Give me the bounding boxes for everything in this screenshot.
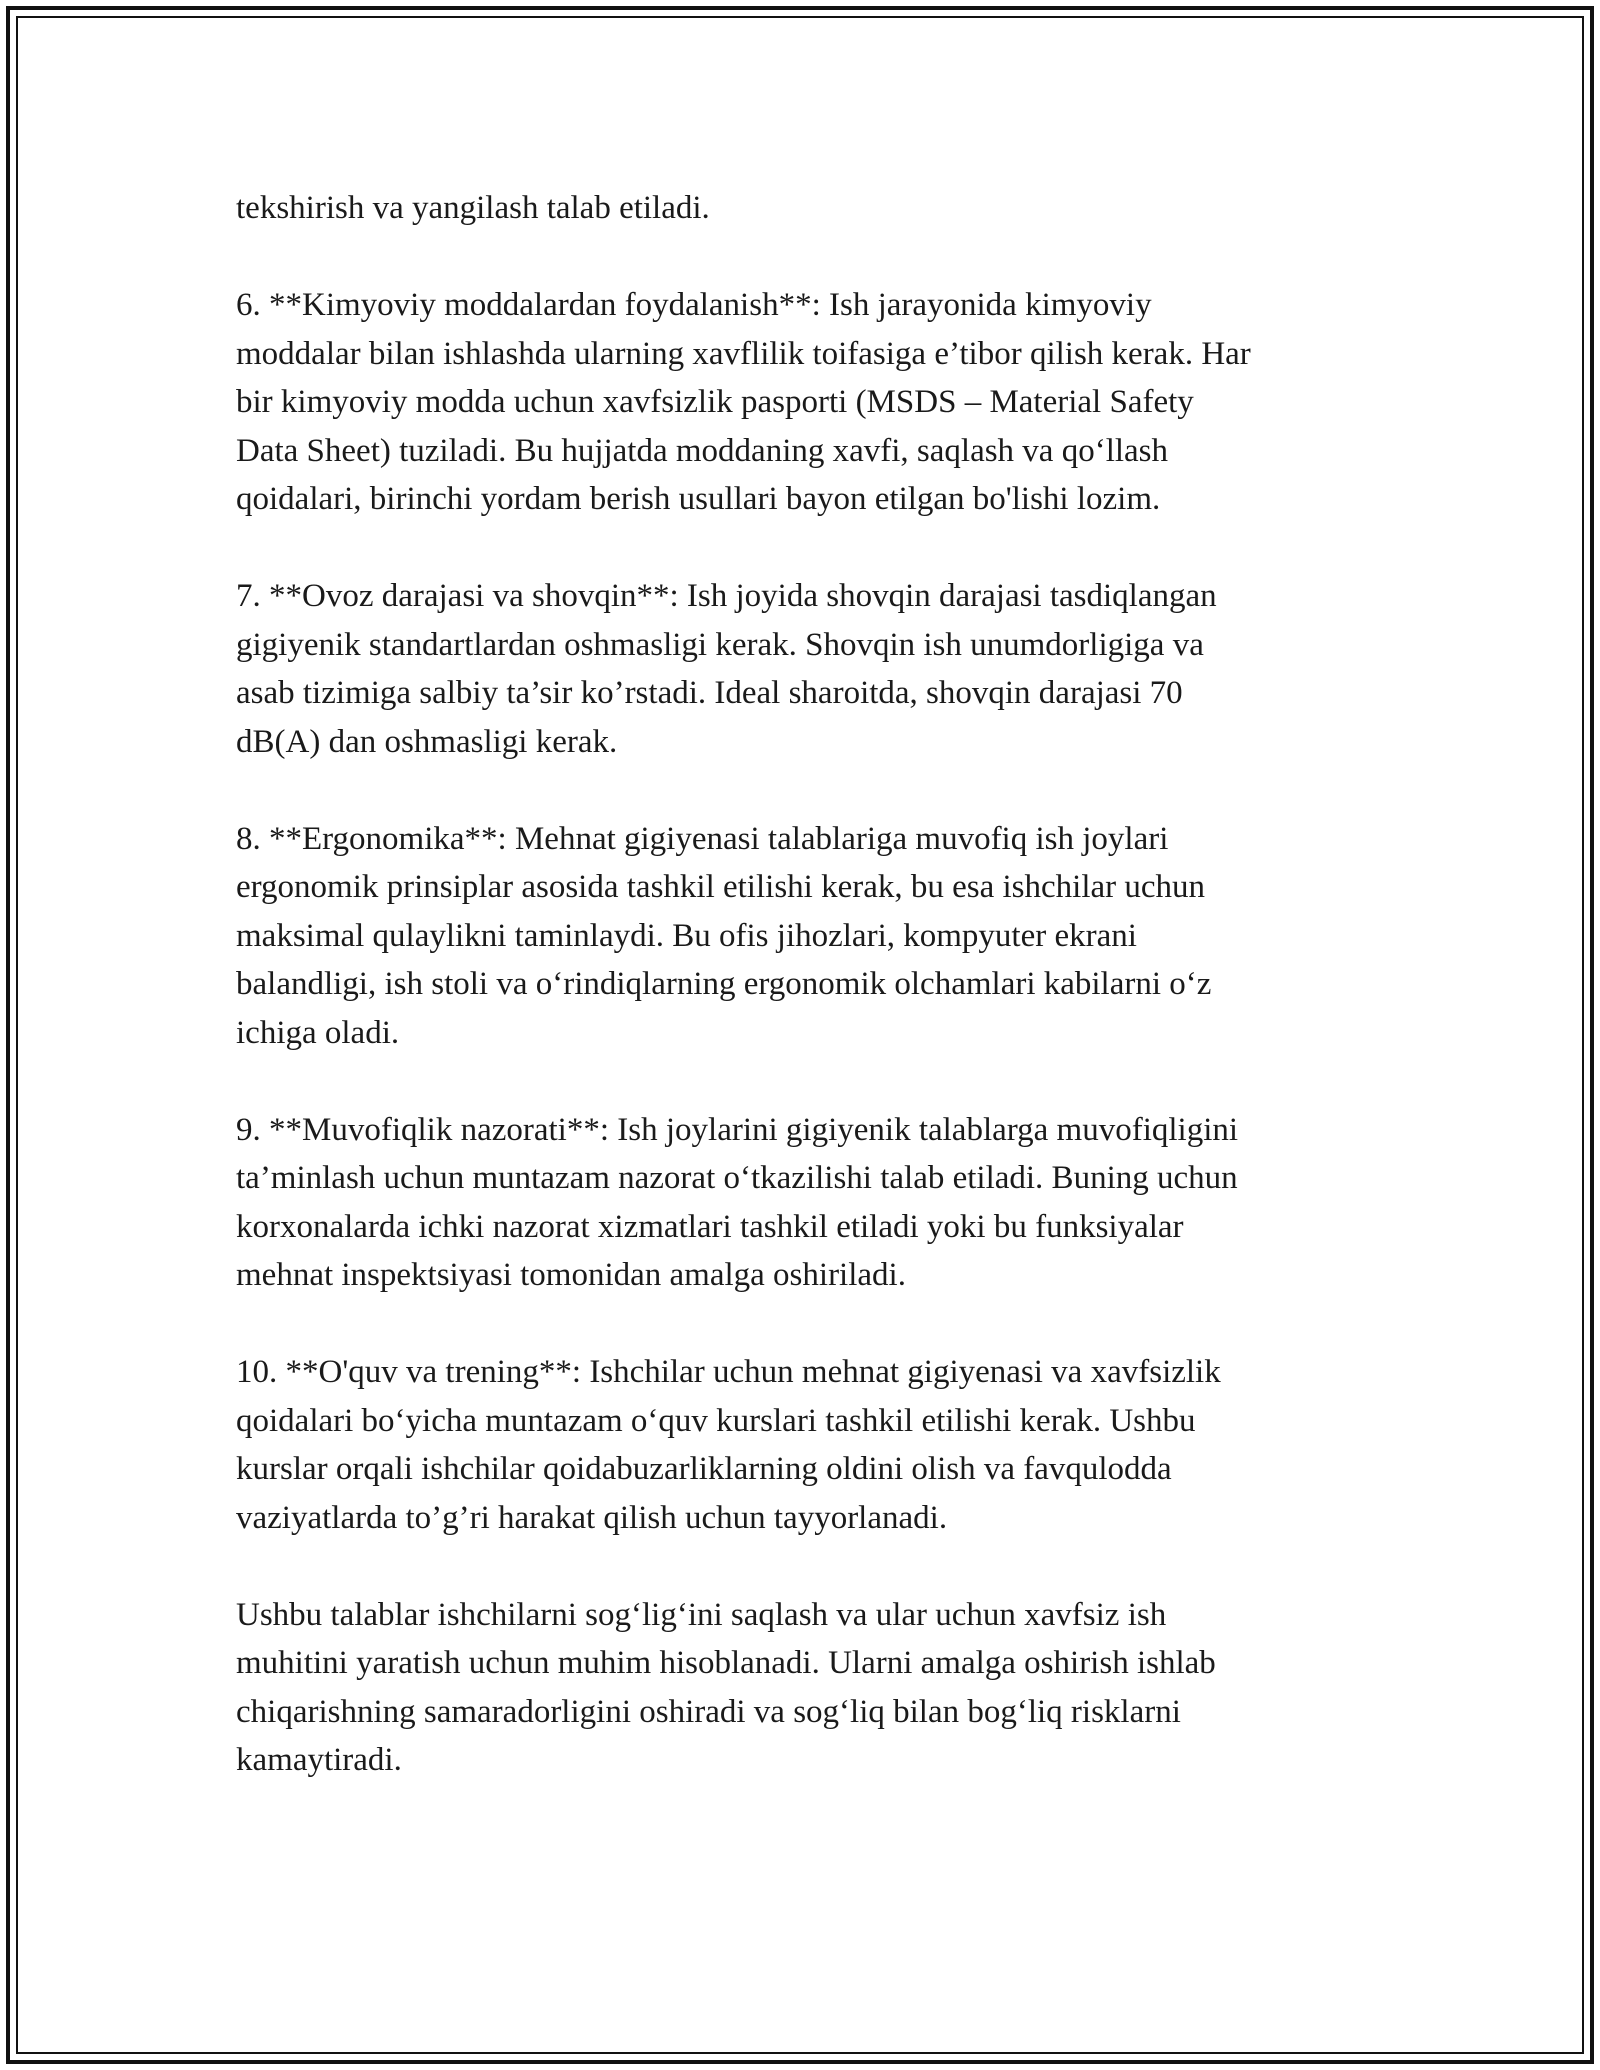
text-line: kurslar orqali ishchilar qoidabuzarliklarning oldini olish va favqulodda [236,1451,1172,1487]
text-line: moddalar bilan ishlashda ularning xavflilik toifasiga e’tibor qilish kerak. Har [236,335,1251,372]
paragraph-continuation [236,184,1386,233]
text-line: 7. **Ovoz darajasi va shovqin**: Ish joyida shovqin darajasi tasdiqlangan [236,578,1217,614]
paragraph-item-8-ergonomics [236,815,1386,1058]
paragraph-conclusion [236,1591,1386,1785]
text-line: asab tizimiga salbiy ta’sir ko’rstadi. Ideal sharoitda, shovqin darajasi 70 [236,675,1183,711]
text-line: mehnat inspektsiyasi tomonidan amalga oshiriladi. [236,1257,906,1293]
text-line: gigiyenik standartlardan oshmasligi kerak. Shovqin ish unumdorligiga va [236,626,1204,663]
text-line: vaziyatlarda to’g’ri harakat qilish uchun tayyorlanadi. [236,1499,948,1536]
paragraph-item-9-compliance [236,1106,1386,1300]
text-line: maksimal qulaylikni taminlaydi. Bu ofis jihozlari, kompyuter ekrani [236,917,1137,954]
text-line: ichiga oladi. [236,1014,400,1051]
text-line: chiqarishning samaradorligini oshiradi va sog‘liq bilan bog‘liq risklarni [236,1693,1181,1730]
text-line: 6. **Kimyoviy moddalardan foydalanish**: Ish jarayonida kimyoviy [236,287,1152,323]
text-line: tekshirish va yangilash talab etiladi. [236,190,710,226]
text-line: Ushbu talablar ishchilarni sog‘lig‘ini saqlash va ular uchun xavfsiz ish [236,1596,1167,1633]
text-line: ergonomik prinsiplar asosida tashkil etilishi kerak, bu esa ishchilar uchun [236,869,1206,905]
text-line: Data Sheet) tuziladi. Bu hujjatda moddaning xavfi, saqlash va qo‘llash [236,432,1169,469]
paragraph-item-7-noise [236,572,1386,766]
text-line: 10. **O'quv va trening**: Ishchilar uchun mehnat gigiyenasi va xavfsizlik [236,1354,1221,1390]
text-line: korxonalarda ichki nazorat xizmatlari tashkil etiladi yoki bu funksiyalar [236,1208,1184,1245]
text-line: balandligi, ish stoli va o‘rindiqlarning ergonomik olchamlari kabilarni o‘z [236,966,1212,1002]
text-line: ta’minlash uchun muntazam nazorat o‘tkazilishi talab etiladi. Buning uchun [236,1160,1238,1196]
text-line: qoidalari bo‘yicha muntazam o‘quv kurslari tashkil etilishi kerak. Ushbu [236,1402,1196,1439]
text-line: qoidalari, birinchi yordam berish usullari bayon etilgan bo'lishi lozim. [236,481,1161,517]
text-line: dB(A) dan oshmasligi kerak. [236,723,618,760]
text-line: bir kimyoviy modda uchun xavfsizlik pasporti (MSDS – Material Safety [236,384,1194,420]
text-line: 9. **Muvofiqlik nazorati**: Ish joylarini gigiyenik talablarga muvofiqligini [236,1111,1239,1148]
paragraph-item-10-training [236,1348,1386,1542]
paragraph-item-6-chemicals [236,281,1386,524]
text-line: kamaytiradi. [236,1742,402,1778]
text-line: 8. **Ergonomika**: Mehnat gigiyenasi talablariga muvofiq ish joylari [236,820,1169,857]
document-body [236,184,1386,1833]
text-line: muhitini yaratish uchun muhim hisoblanadi. Ularni amalga oshirish ishlab [236,1645,1216,1681]
